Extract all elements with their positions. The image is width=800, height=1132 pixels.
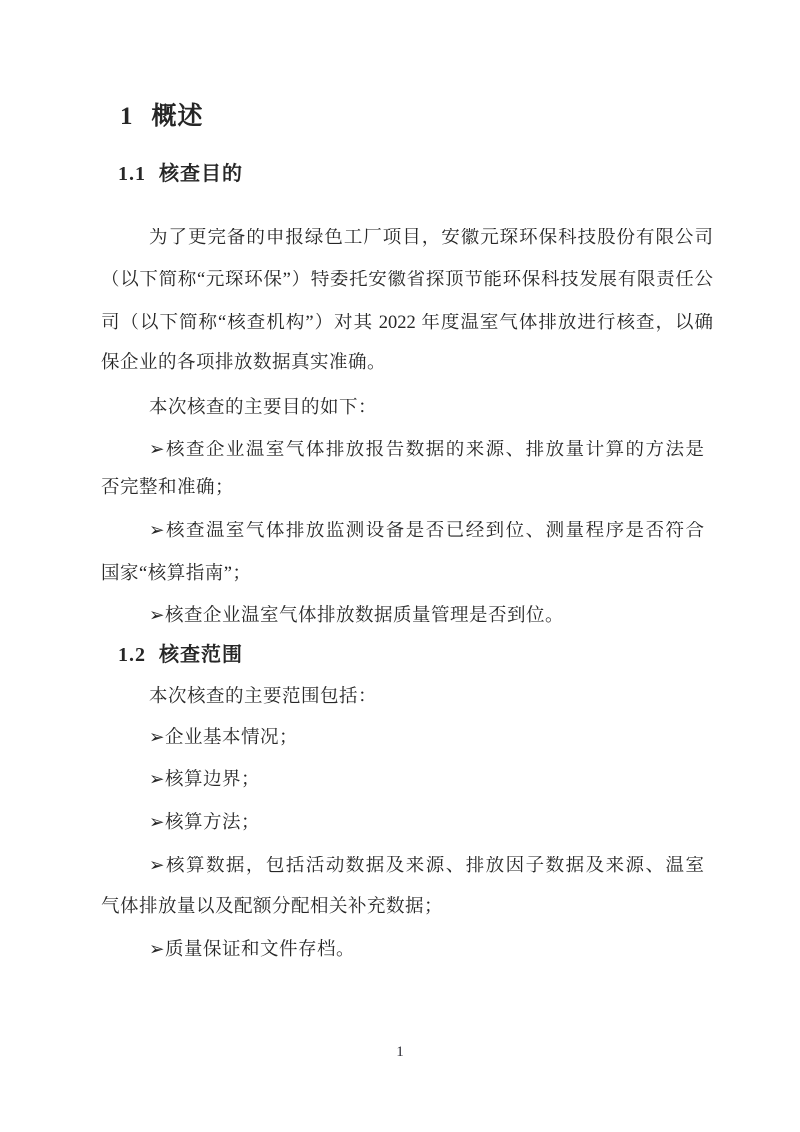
paragraph-line: 本次核查的主要范围包括： (149, 687, 378, 707)
bullet-item-line: ➢企业基本情况； (149, 728, 299, 748)
bullet-item-line: ➢核查企业温室气体排放报告数据的来源、排放量计算的方法是 (149, 440, 704, 460)
section-1-1-title: 核查目的 (159, 163, 243, 185)
section-1-title: 概述 (151, 103, 204, 130)
bullet-item-line: ➢核查企业温室气体排放数据质量管理是否到位。 (149, 606, 565, 626)
bullet-item-line: ➢核查温室气体排放监测设备是否已经到位、测量程序是否符合 (149, 521, 704, 541)
section-1-2-title: 核查范围 (159, 644, 243, 666)
section-1-2-number: 1.2 (118, 644, 146, 666)
paragraph-line: 本次核查的主要目的如下： (149, 398, 378, 418)
paragraph-line: 为了更完备的申报绿色工厂项目，安徽元琛环保科技股份有限公司 (149, 228, 713, 248)
paragraph-line: 司（以下简称“核查机构”）对其 2022 年度温室气体排放进行核查，以确 (101, 313, 713, 333)
section-1-2-heading (118, 645, 243, 665)
page-number: 1 (396, 1044, 404, 1060)
bullet-item-line: 气体排放量以及配额分配相关补充数据； (101, 897, 444, 917)
section-1-1-heading (118, 164, 243, 184)
bullet-item-line: 国家“核算指南”； (101, 564, 252, 584)
bullet-item-line: ➢核算数据，包括活动数据及来源、排放因子数据及来源、温室 (149, 856, 704, 876)
paragraph-line: 保企业的各项排放数据真实准确。 (101, 353, 387, 373)
section-1-1-number: 1.1 (118, 163, 146, 185)
bullet-item-line: ➢核算方法； (149, 813, 261, 833)
bullet-item-line: ➢核算边界； (149, 770, 261, 790)
bullet-item-line: 否完整和准确； (101, 478, 235, 498)
section-1-heading (120, 104, 204, 129)
section-1-number: 1 (120, 103, 134, 130)
paragraph-line: （以下简称“元琛环保”）特委托安徽省探顶节能环保科技发展有限责任公 (101, 270, 713, 290)
bullet-item-line: ➢质量保证和文件存档。 (149, 940, 356, 960)
